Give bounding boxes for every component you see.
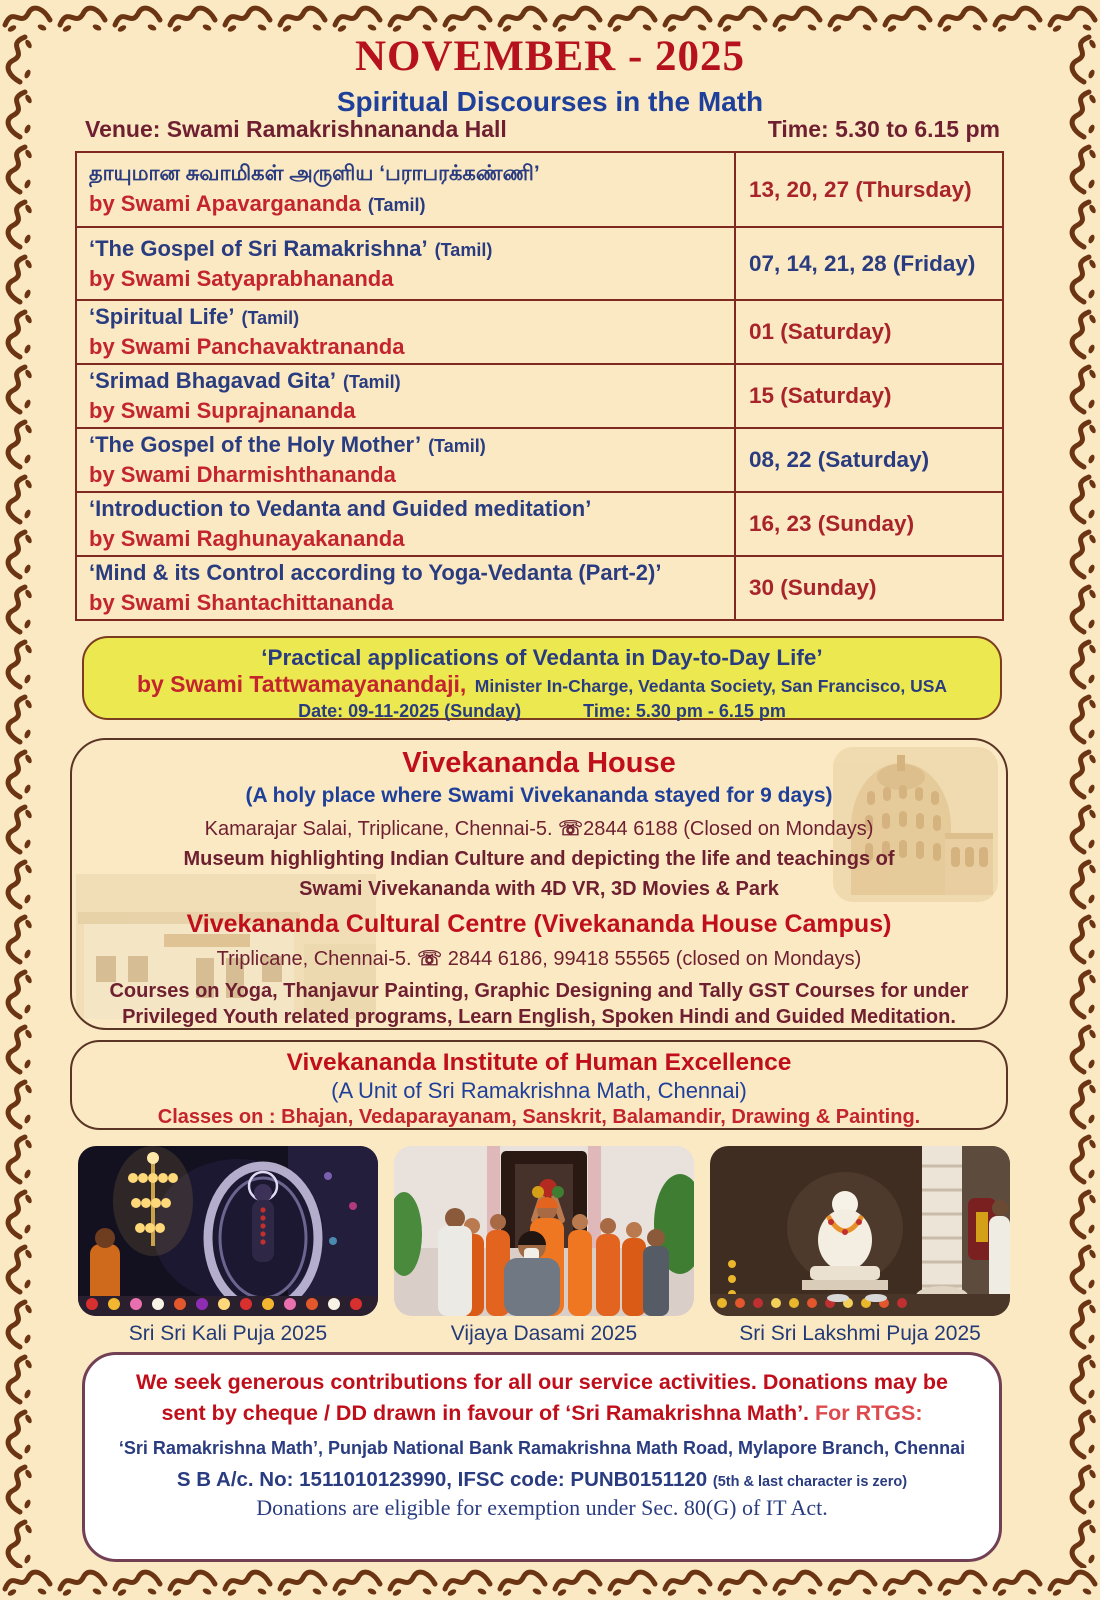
discourse-title: ‘The Gospel of Sri Ramakrishna’ bbox=[89, 235, 428, 261]
discourse-dates: 08, 22 (Saturday) bbox=[749, 447, 930, 472]
special-talk-date: Date: 09-11-2025 (Sunday) bbox=[298, 701, 522, 721]
special-talk-role: Minister In-Charge, Vedanta Society, San Francisco, USA bbox=[474, 676, 948, 696]
discourse-dates: 07, 14, 21, 28 (Friday) bbox=[749, 250, 976, 276]
phone-icon: ☏ bbox=[558, 818, 584, 840]
venue-time-row bbox=[85, 116, 1000, 143]
venue-label: Venue: Swami Ramakrishnananda Hall bbox=[85, 116, 507, 142]
language-note: (Tamil) bbox=[434, 239, 493, 260]
discourse-speaker: by Swami Raghunayakananda bbox=[89, 526, 405, 551]
photo-caption: Sri Sri Kali Puja 2025 bbox=[128, 1322, 328, 1345]
discourse-title: ‘Introduction to Vedanta and Guided meditation’ bbox=[89, 496, 592, 522]
vivekananda-house-subtitle: (A holy place where Swami Vivekananda stayed for 9 days) bbox=[245, 784, 833, 807]
lakshmi-puja-photo bbox=[710, 1146, 1010, 1316]
special-talk-banner bbox=[82, 636, 1002, 720]
photo-caption: Vijaya Dasami 2025 bbox=[450, 1322, 638, 1345]
bank-details: ‘Sri Ramakrishna Math’, Punjab National Bank Ramakrishna Math Road, Mylapore Branch, Chennai bbox=[118, 1438, 966, 1459]
discourse-title: ‘The Gospel of the Holy Mother’ bbox=[89, 432, 422, 458]
account-note: (5th & last character is zero) bbox=[712, 1474, 908, 1491]
institute-subtitle: (A Unit of Sri Ramakrishna Math, Chennai) bbox=[331, 1078, 747, 1103]
phone-icon: ☏ bbox=[417, 948, 443, 970]
institute-title: Vivekananda Institute of Human Excellence bbox=[286, 1049, 792, 1076]
discourse-dates: 16, 23 (Sunday) bbox=[749, 511, 915, 536]
rtgs-label: For RTGS: bbox=[815, 1401, 923, 1426]
time-label: Time: 5.30 to 6.15 pm bbox=[767, 116, 1000, 142]
vivekananda-house-address: Kamarajar Salai, Triplicane, Chennai-5. ☏2844 6188 (Closed on Mondays) bbox=[204, 818, 874, 840]
museum-description-line2: Swami Vivekananda with 4D VR, 3D Movies & Park bbox=[299, 878, 779, 900]
discourse-speaker: by Swami Suprajnananda bbox=[89, 398, 356, 423]
border-ornament-left bbox=[3, 32, 33, 1568]
discourse-dates: 01 (Saturday) bbox=[749, 319, 892, 344]
photo-caption: Sri Sri Lakshmi Puja 2025 bbox=[739, 1322, 981, 1345]
border-ornament-bottom bbox=[0, 1567, 1100, 1597]
account-details: S B A/c. No: 1511010123990, IFSC code: PUNB0151120 (5th & last character is zero) bbox=[176, 1468, 908, 1492]
discourse-title: ‘Srimad Bhagavad Gita’ bbox=[89, 368, 336, 394]
kali-puja-photo bbox=[78, 1146, 378, 1316]
courses-line1: Courses on Yoga, Thanjavur Painting, Graphic Designing and Tally GST Courses for under bbox=[109, 980, 969, 1002]
table-row bbox=[77, 555, 1002, 619]
discourse-dates: 15 (Saturday) bbox=[749, 383, 892, 408]
vivekananda-house-title: Vivekananda House bbox=[402, 747, 676, 779]
language-note: (Tamil) bbox=[367, 194, 426, 215]
border-ornament-top bbox=[0, 3, 1100, 33]
courses-line2: Privileged Youth related programs, Learn English, Spoken Hindi and Guided Meditation. bbox=[122, 1006, 956, 1028]
page-subtitle: Spiritual Discourses in the Math bbox=[336, 86, 764, 117]
discourse-speaker: by Swami Satyaprabhananda bbox=[89, 265, 394, 291]
discourse-title: ‘Spiritual Life’ bbox=[89, 304, 235, 330]
institute-section bbox=[70, 1040, 1008, 1130]
discourse-title: ‘Mind & its Control according to Yoga-Vedanta (Part-2)’ bbox=[89, 560, 662, 586]
vivekananda-house-section bbox=[70, 738, 1008, 1030]
special-talk-title: ‘Practical applications of Vedanta in Day-to-Day Life’ bbox=[261, 645, 823, 670]
discourse-speaker: by Swami Panchavaktrananda bbox=[89, 334, 405, 359]
table-row bbox=[77, 153, 1002, 226]
language-note: (Tamil) bbox=[241, 308, 300, 329]
donation-line2: sent by cheque / DD drawn in favour of ‘Sri Ramakrishna Math’. For RTGS: bbox=[161, 1401, 923, 1426]
discourse-speaker: by Swami Shantachittananda bbox=[89, 590, 394, 615]
table-row bbox=[77, 226, 1002, 299]
table-row bbox=[77, 363, 1002, 427]
page-title: NOVEMBER - 2025 bbox=[354, 33, 746, 80]
vijaya-dasami-photo bbox=[394, 1146, 694, 1316]
language-note: (Tamil) bbox=[428, 436, 486, 457]
discourse-dates: 13, 20, 27 (Thursday) bbox=[749, 176, 972, 202]
cultural-centre-title: Vivekananda Cultural Centre (Vivekananda House Campus) bbox=[186, 910, 892, 938]
special-talk-time: Time: 5.30 pm - 6.15 pm bbox=[583, 701, 786, 721]
discourse-speaker: by Swami Dharmishthananda bbox=[89, 462, 396, 487]
institute-classes: Classes on : Bhajan, Vedaparayanam, Sanskrit, Balamandir, Drawing & Painting. bbox=[157, 1106, 921, 1128]
donation-section bbox=[82, 1352, 1002, 1562]
table-row bbox=[77, 427, 1002, 491]
discourse-table bbox=[75, 151, 1004, 621]
border-ornament-right bbox=[1067, 32, 1097, 1568]
table-row bbox=[77, 299, 1002, 363]
donation-line1: We seek generous contributions for all our service activities. Donations may be bbox=[135, 1370, 949, 1394]
discourse-title: தாயுமான சுவாமிகள் அருளிய ‘பராபரக்கண்ணி’ bbox=[89, 162, 540, 186]
language-note: (Tamil) bbox=[342, 372, 401, 393]
museum-description-line1: Museum highlighting Indian Culture and depicting the life and teachings of bbox=[183, 848, 895, 870]
special-talk-speaker: by Swami Tattwamayanandaji, bbox=[136, 671, 467, 697]
tax-exemption-note: Donations are eligible for exemption under Sec. 80(G) of IT Act. bbox=[256, 1495, 828, 1521]
cultural-centre-address: Triplicane, Chennai-5. ☏ 2844 6186, 99418 55565 (closed on Mondays) bbox=[216, 948, 862, 970]
table-row bbox=[77, 491, 1002, 555]
discourse-speaker: by Swami Apavargananda bbox=[89, 190, 361, 216]
discourse-dates: 30 (Sunday) bbox=[749, 575, 877, 600]
